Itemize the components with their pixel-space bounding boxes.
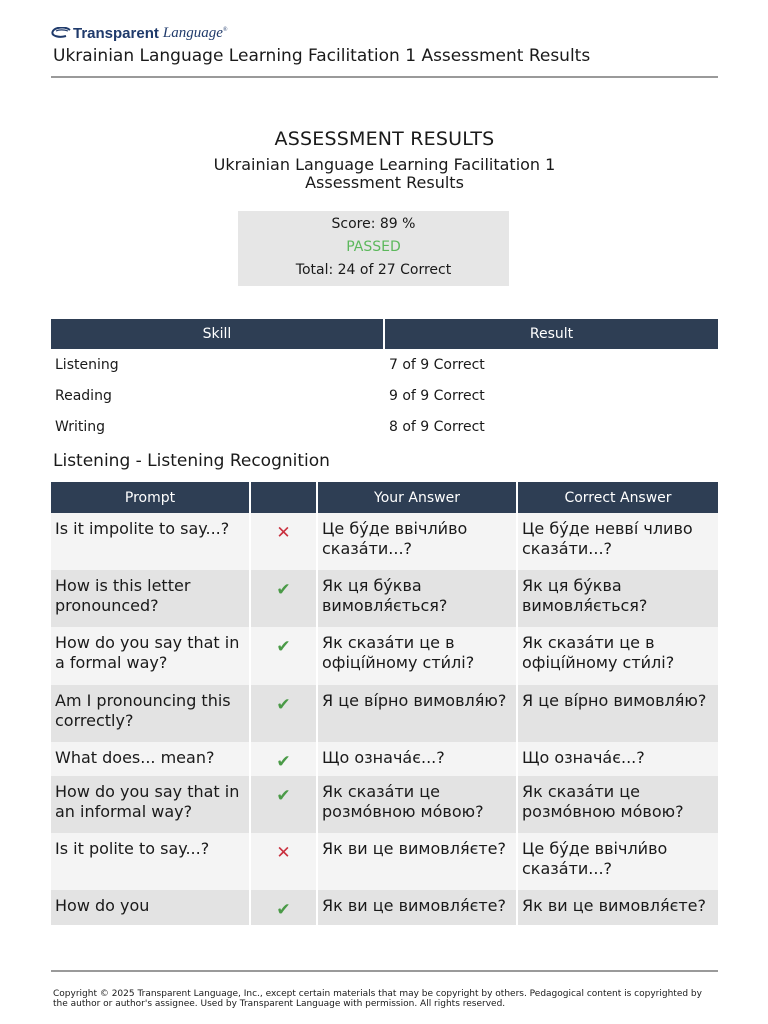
- results-heading: ASSESSMENT RESULTS: [274, 128, 495, 150]
- answers-table: [51, 482, 718, 925]
- correct-answer-cell: Як ця бу́ква вимовля́ється?: [517, 570, 718, 627]
- correct-answer-cell: Це бу́де ввічли́во сказа́ти...?: [517, 833, 718, 890]
- check-mark-icon: ✔: [276, 580, 291, 600]
- skill-result: 9 of 9 Correct: [389, 387, 485, 404]
- answer-row: [51, 833, 718, 890]
- score-value: Score: 89 %: [331, 216, 416, 232]
- answer-row: [51, 742, 718, 776]
- your-answer-cell: Як ви це вимовля́єте?: [317, 833, 517, 890]
- mark-column-header: [250, 482, 317, 513]
- logo-swoosh-icon: [51, 27, 71, 39]
- correct-answer-cell: Як сказа́ти це розмо́вною мо́вою?: [517, 776, 718, 833]
- skill-name: Listening: [55, 356, 119, 373]
- skill-row: [51, 380, 718, 411]
- answer-row: [51, 570, 718, 627]
- check-mark-icon: ✔: [276, 752, 291, 772]
- mark-cell: [250, 833, 317, 890]
- skill-name: Writing: [55, 418, 105, 435]
- answers-table-header-row: [51, 482, 718, 513]
- your-answer-column-header: Your Answer: [317, 482, 517, 513]
- logo-text-italic: [163, 25, 228, 42]
- correct-answer-cell: Це бу́де неввí чливо сказа́ти...?: [517, 513, 718, 570]
- skill-name: Reading: [55, 387, 112, 404]
- correct-answer-cell: Як сказа́ти це в офіці́йному сти́лі?: [517, 627, 718, 685]
- mark-cell: [250, 742, 317, 776]
- subheading-line-2: Assessment Results: [305, 173, 464, 192]
- score-summary-box: [238, 211, 509, 286]
- footer-divider: [51, 970, 718, 972]
- mark-cell: [250, 570, 317, 627]
- your-answer-cell: Що означа́є...?: [317, 742, 517, 776]
- check-mark-icon: ✔: [276, 637, 291, 657]
- prompt-column-header: Prompt: [51, 482, 250, 513]
- your-answer-cell: Це бу́де ввічли́во сказа́ти...?: [317, 513, 517, 570]
- prompt-cell: How do you say that in a formal way?: [51, 627, 250, 685]
- mark-cell: [250, 776, 317, 833]
- total-correct: Total: 24 of 27 Correct: [295, 262, 452, 278]
- skill-row: [51, 411, 718, 442]
- your-answer-cell: Я це ві́рно вимовля́ю?: [317, 685, 517, 742]
- prompt-cell: How do you say that in an informal way?: [51, 776, 250, 833]
- header-divider: [51, 76, 718, 78]
- copyright-notice: Copyright © 2025 Transparent Language, Inc., except certain materials that may be copyright by others. Pedagogical content is copyrighted by the author or author's assignee. Used by Transparent Language with permission. All rights reserved.: [53, 989, 702, 1009]
- check-mark-icon: ✔: [276, 900, 291, 920]
- skill-result: 8 of 9 Correct: [389, 418, 485, 435]
- logo-text-italic-word: Language: [162, 24, 223, 41]
- prompt-cell: What does... mean?: [51, 742, 250, 776]
- mark-cell: [250, 627, 317, 685]
- skill-row: [51, 349, 718, 380]
- x-mark-icon: ✕: [276, 843, 291, 863]
- correct-answer-column-header: Correct Answer: [517, 482, 718, 513]
- prompt-cell: Is it polite to say...?: [51, 833, 250, 890]
- subheading-line-1: Ukrainian Language Learning Facilitation 1: [213, 155, 556, 174]
- your-answer-cell: Як сказа́ти це в офіці́йному сти́лі?: [317, 627, 517, 685]
- transparent-language-logo: [51, 22, 227, 44]
- prompt-cell: How do you: [51, 890, 250, 925]
- correct-answer-cell: Що означа́є...?: [517, 742, 718, 776]
- section-title: Listening - Listening Recognition: [53, 451, 330, 471]
- answer-row: [51, 776, 718, 833]
- answer-row: [51, 627, 718, 685]
- answer-row: [51, 890, 718, 925]
- your-answer-cell: Як сказа́ти це розмо́вною мо́вою?: [317, 776, 517, 833]
- answer-row: [51, 685, 718, 742]
- your-answer-cell: Як ви це вимовля́єте?: [317, 890, 517, 925]
- check-mark-icon: ✔: [276, 695, 291, 715]
- result-column-header: Result: [384, 319, 718, 349]
- prompt-cell: Is it impolite to say...?: [51, 513, 250, 570]
- x-mark-icon: ✕: [276, 523, 291, 543]
- your-answer-cell: Як ця бу́ква вимовля́ється?: [317, 570, 517, 627]
- skill-results-table: [51, 319, 718, 442]
- logo-registered-mark: ®: [222, 26, 228, 33]
- skill-result: 7 of 9 Correct: [389, 356, 485, 373]
- results-subheading: [51, 156, 718, 192]
- mark-cell: [250, 513, 317, 570]
- skill-column-header: Skill: [51, 319, 384, 349]
- correct-answer-cell: Як ви це вимовля́єте?: [517, 890, 718, 925]
- prompt-cell: Am I pronouncing this correctly?: [51, 685, 250, 742]
- prompt-cell: How is this letter pronounced?: [51, 570, 250, 627]
- document-title: Ukrainian Language Learning Facilitation 1 Assessment Results: [53, 46, 591, 66]
- check-mark-icon: ✔: [276, 786, 291, 806]
- answer-row: [51, 513, 718, 570]
- logo-text-bold: Transparent: [73, 24, 159, 42]
- mark-cell: [250, 685, 317, 742]
- correct-answer-cell: Я це ві́рно вимовля́ю?: [517, 685, 718, 742]
- pass-status: PASSED: [346, 239, 401, 255]
- mark-cell: [250, 890, 317, 925]
- skill-table-header-row: [51, 319, 718, 349]
